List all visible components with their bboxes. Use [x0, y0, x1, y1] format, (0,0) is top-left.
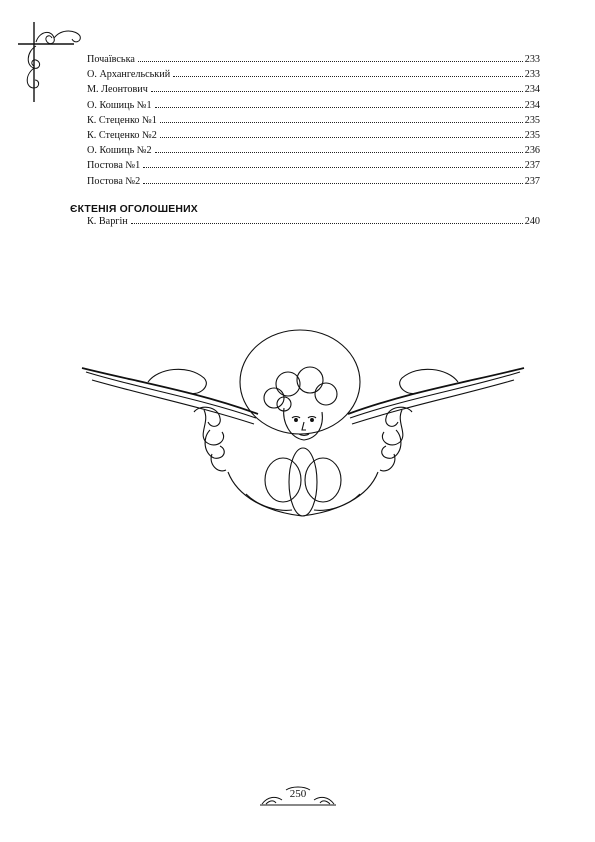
toc-list — [70, 54, 540, 191]
toc-entry — [70, 130, 540, 145]
section-heading: ЄКТЕНІЯ ОГОЛОШЕНИХ — [70, 203, 198, 215]
toc-entry-page: 234 — [524, 84, 540, 96]
toc-entry-page: 233 — [524, 54, 540, 65]
dot-leader — [138, 61, 523, 62]
toc-entry-title: К. Варгін — [87, 215, 128, 227]
toc-entry-page: 235 — [524, 129, 540, 141]
toc-entry — [70, 54, 540, 69]
dot-leader — [143, 183, 523, 184]
toc-entry-title: К. Стеценко №2 — [87, 129, 157, 141]
toc-entry — [70, 115, 540, 130]
section-list — [70, 216, 540, 231]
toc-entry-page: 237 — [524, 160, 540, 172]
toc-entry-title: К. Стеценко №1 — [87, 114, 157, 126]
toc-entry-title: О. Архангельський — [87, 69, 171, 81]
dot-leader — [143, 167, 523, 168]
dot-leader — [151, 91, 523, 92]
dot-leader — [155, 107, 523, 108]
toc-entry-title: Почаївська — [87, 54, 135, 65]
toc-entry — [70, 160, 540, 175]
toc-entry-page: 234 — [524, 99, 540, 111]
toc-entry-title: М. Леонтович — [87, 84, 148, 96]
table-of-contents — [70, 54, 540, 231]
dot-leader — [131, 223, 523, 224]
toc-entry — [70, 69, 540, 84]
dot-leader — [160, 137, 523, 138]
page-number: 250 — [289, 788, 307, 800]
toc-entry-page: 233 — [524, 69, 540, 81]
angel-ornament-illustration — [78, 322, 528, 527]
toc-entry-page: 240 — [524, 215, 540, 227]
toc-entry — [70, 84, 540, 99]
toc-entry — [70, 176, 540, 191]
dot-leader — [155, 152, 523, 153]
toc-entry-title: Постова №1 — [87, 160, 141, 172]
dot-leader — [173, 76, 523, 77]
toc-entry-title: О. Кошиць №1 — [87, 99, 152, 111]
toc-entry — [70, 216, 540, 231]
toc-entry — [70, 100, 540, 115]
toc-entry-page: 236 — [524, 145, 540, 157]
toc-entry-page: 237 — [524, 175, 540, 187]
page-footer — [258, 784, 338, 810]
dot-leader — [160, 122, 523, 123]
toc-entry-title: О. Кошиць №2 — [87, 145, 152, 157]
toc-entry-page: 235 — [524, 114, 540, 126]
toc-entry-title: Постова №2 — [87, 175, 141, 187]
toc-entry — [70, 145, 540, 160]
